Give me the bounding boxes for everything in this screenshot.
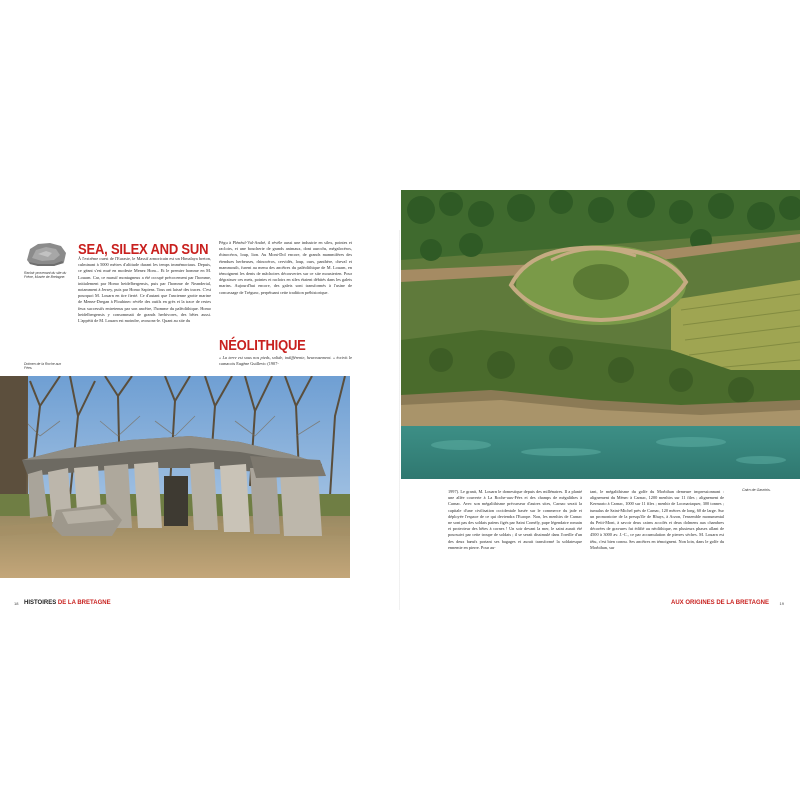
body-column-4: tant, le mégalithisme du golfe du Morbihan demeure impressionnant : alignement du Ménec à Carnac, 1200 menhirs sur 11 files ; alignement de Kermario à Carnac, 1000 sur 11 files ; menhir de Locmariaquer, 300 tonnes ; tumulus de Saint-Michel près de Carnac, 120 mètres de long, 60 de large. Sur un promontoire de la presqu'île de Rhuys, à Arzon, l'ensemble monumental du Petit-Mont, à savoir deux cairns accolés et deux dolmens aux chambres décorées de gravures fut édifié au néolithique, en plusieurs phases allant de 4500 à 3000 av. J.-C., ce par accumulation de pierres sèches. M. Louarn est têtu, c'est bien connu. Ses ancêtres en témoignent. Non loin, dans le golfe du Morbihan, sur	[590, 489, 724, 550]
body-column-3: 1997). Le granit, M. Louarn le domestique depuis des millénaires. Il a planté une allée couverte à La Roche-aux-Fées et des champs de mégalithes à Carnac. Avec son mégalithisme précurseur d'autres sites, Carnac serait la capitale d'une civilisation occidentale basée sur le commerce du jade et déployée l'espace de ce qui deviendra l'Europe. Non, les menhirs de Carnac ne sont pas des soldats païens figés par Saint Cornély, pape légendaire romain et protecteur des bêtes à cornes ! Un soir devant la mer, le saint aurait été poursuivi par cette troupe de soldats ; il se serait dissimulé dans l'oreille d'un des deux bœufs portant ses bagages et aurait transformé la soldatesque ennemie en pierre. Pour au-	[448, 489, 582, 550]
body-column-2-continued	[219, 355, 352, 367]
body-column-1: À l'extrême ouest de l'Eurasie, le Massif armoricain est un Himalaya breton, culminant à 5000 mètres d'altitude durant les temps immémoriaux. Depuis, ce géant s'est mué en modeste Menez Hom... Et le premier homme en M. Louarn. Car, ce massif montagneux a été occupé précocement par l'homme, initialement par Homo heidelbergensis, puis par l'homme de Neandertal, notamment à Jersey, puis par Homo Sapiens. Tous ont laissé des traces. C'est pourquoi M. Louarn en tire fierté. Ce d'autant que l'ancienne grotte marine de Menez-Dregan à Plouhinec révèle des outils en grès et la trace de restes feux successifs entretenus par son ancêtre, l'homme du paléolithique. Homo heidelbergensis y consommait de grands herbivores, des bêtes aussi. L'appétit de M. Louarn est moindre, avouons-le. Quant au site du	[78, 256, 211, 324]
aerial-caption: Cairn de Gavrinis.	[742, 488, 771, 492]
section-title: SEA, SILEX AND SUN	[78, 240, 209, 258]
page-number-left: 18	[14, 601, 19, 606]
dolmen-photo	[0, 376, 350, 578]
section-2-title: NÉOLITHIQUE	[219, 336, 306, 354]
page-number-right: 19	[779, 601, 784, 606]
thumb-caption: Racloir provenant du site du Frêne, Musée de Bretagne.	[24, 271, 67, 280]
aerial-cairn-photo	[401, 190, 800, 479]
body-column-2: Pégu à Plénéuf-Val-André, il révèle aussi une industrie en silex, pointes et racloirs, et une boucherie de grands animaux, dont aurochs, mégalocéros, rhinocéros, loup, lion. Au Mont-Dol encore, de grands mammifères des étendues herbeuses, rhinocéros, cervidés, loup, ours, panthère, cheval et mammouth, furent au menu des ancêtres du paléolithique de M. Louarn, en témoignent les dents de mâchoires découvertes sur ce site mousterien. Pour dégraisser ces mets, pointes et racloirs en silex étaient débités dans les galets marins. Aujourd'hui encore, des galets sont transformés à l'usine de concassage de Trégunc, perpétuant cette tradition préhistorique.	[219, 240, 352, 295]
quote-attribution: écrivit le carnacois Eugène Guillevic (1907-	[219, 355, 353, 367]
dolmen-caption: Dolmen de la Roche aux Fées.	[24, 362, 62, 371]
guillevic-quote: « La terre est sous nos pieds, solide, indifférente, heureusement. »	[219, 355, 336, 360]
running-head-left-part-1: HISTOIRES	[24, 600, 57, 606]
running-head-left	[24, 600, 111, 606]
running-head-right: AUX ORIGINES DE LA BRETAGNE	[670, 600, 769, 606]
running-head-left-part-2: DE LA BRETAGNE	[56, 600, 111, 606]
flint-scraper-image	[24, 240, 68, 268]
